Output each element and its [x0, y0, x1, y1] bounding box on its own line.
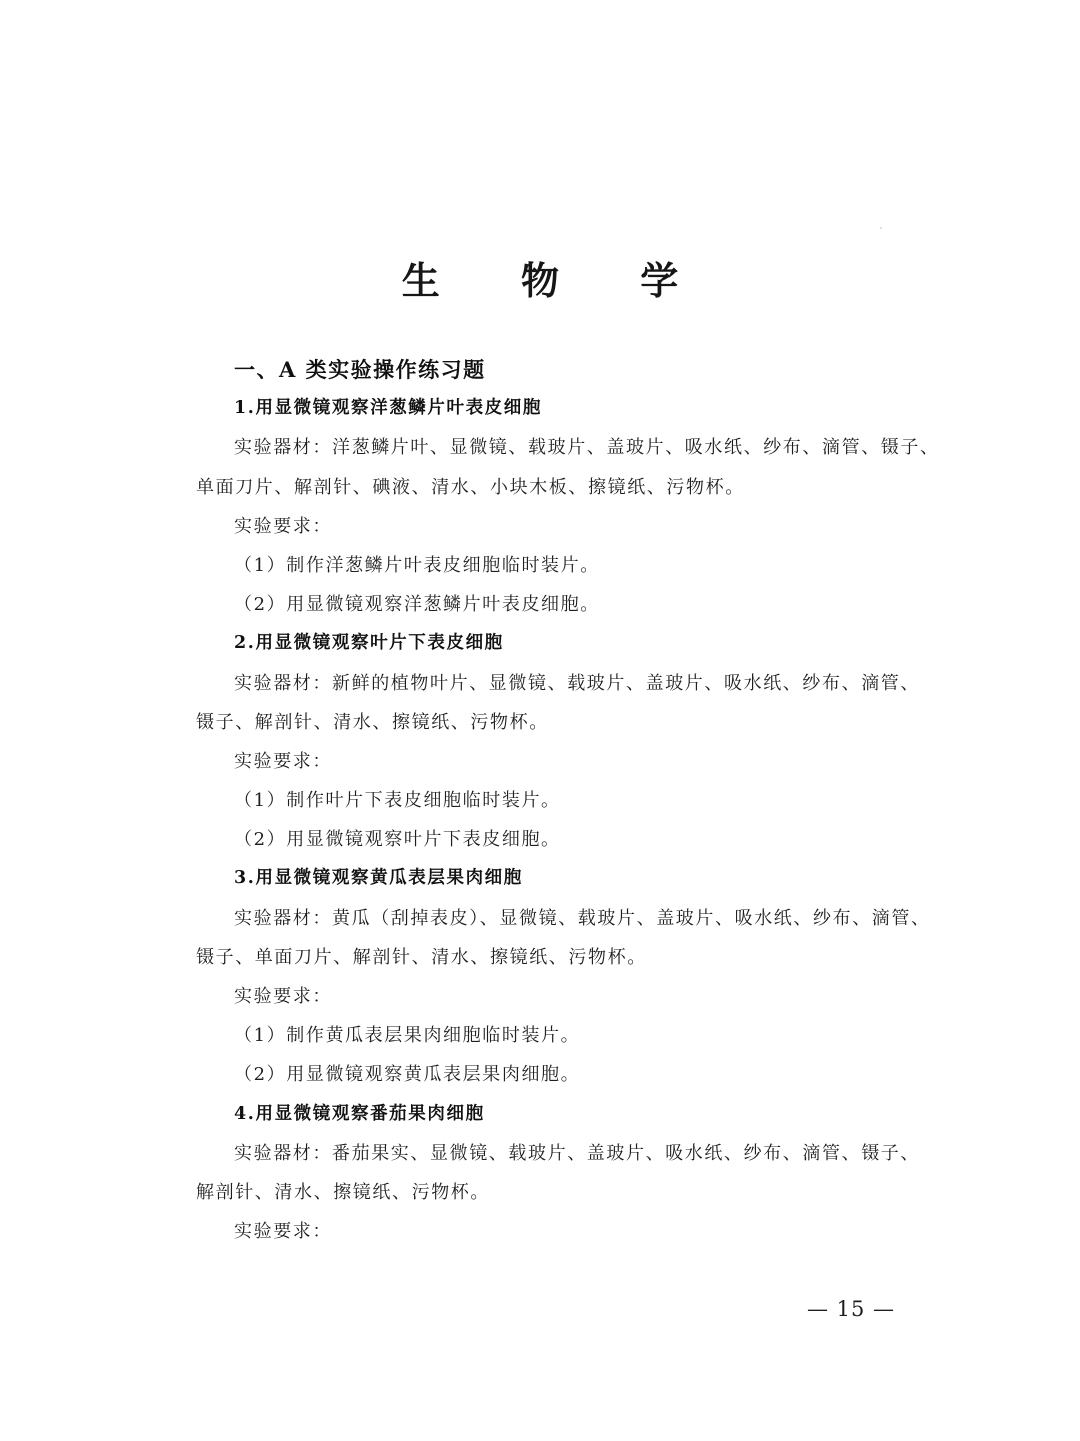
item-3-requirement-1: （1）制作黄瓜表层果肉细胞临时装片。 — [234, 1025, 581, 1047]
scan-speck — [880, 227, 882, 229]
item-1-requirements-label: 实验要求： — [234, 515, 332, 537]
section-heading: 一、A 类实验操作练习题 — [234, 357, 486, 382]
item-heading-3: 3.用显微镜观察黄瓜表层果肉细胞 — [234, 868, 523, 889]
item-1-materials-cont: 单面刀片、解剖针、碘液、清水、小块木板、擦镜纸、污物杯。 — [196, 476, 745, 498]
item-1-requirement-2: （2）用显微镜观察洋葱鳞片叶表皮细胞。 — [234, 594, 600, 616]
page-title: 生 物 学 — [401, 258, 713, 303]
item-3-materials-cont: 镊子、单面刀片、解剖针、清水、擦镜纸、污物杯。 — [196, 946, 647, 968]
item-1-materials: 实验器材：洋葱鳞片叶、显微镜、载玻片、盖玻片、吸水纸、纱布、滴管、镊子、 — [234, 437, 940, 459]
item-2-materials: 实验器材：新鲜的植物叶片、显微镜、载玻片、盖玻片、吸水纸、纱布、滴管、 — [234, 672, 920, 694]
item-1-requirement-1: （1）制作洋葱鳞片叶表皮细胞临时装片。 — [234, 554, 600, 576]
page-number: — 15 — — [806, 1297, 896, 1321]
item-2-requirement-1: （1）制作叶片下表皮细胞临时装片。 — [234, 790, 561, 812]
item-3-materials: 实验器材：黄瓜（刮掉表皮）、显微镜、载玻片、盖玻片、吸水纸、纱布、滴管、 — [234, 907, 931, 929]
item-4-materials-cont: 解剖针、清水、擦镜纸、污物杯。 — [196, 1181, 490, 1203]
item-3-requirement-2: （2）用显微镜观察黄瓜表层果肉细胞。 — [234, 1064, 581, 1086]
item-heading-2: 2.用显微镜观察叶片下表皮细胞 — [234, 633, 504, 654]
item-heading-1: 1.用显微镜观察洋葱鳞片叶表皮细胞 — [234, 398, 542, 419]
item-2-materials-cont: 镊子、解剖针、清水、擦镜纸、污物杯。 — [196, 711, 549, 733]
item-heading-4: 4.用显微镜观察番茄果肉细胞 — [234, 1103, 485, 1124]
item-2-requirement-2: （2）用显微镜观察叶片下表皮细胞。 — [234, 829, 561, 851]
item-4-materials: 实验器材：番茄果实、显微镜、载玻片、盖玻片、吸水纸、纱布、滴管、镊子、 — [234, 1142, 920, 1164]
document-body — [196, 350, 940, 1251]
item-4-requirements-label: 实验要求： — [234, 1221, 332, 1243]
item-3-requirements-label: 实验要求： — [234, 986, 332, 1007]
item-2-requirements-label: 实验要求： — [234, 750, 332, 772]
